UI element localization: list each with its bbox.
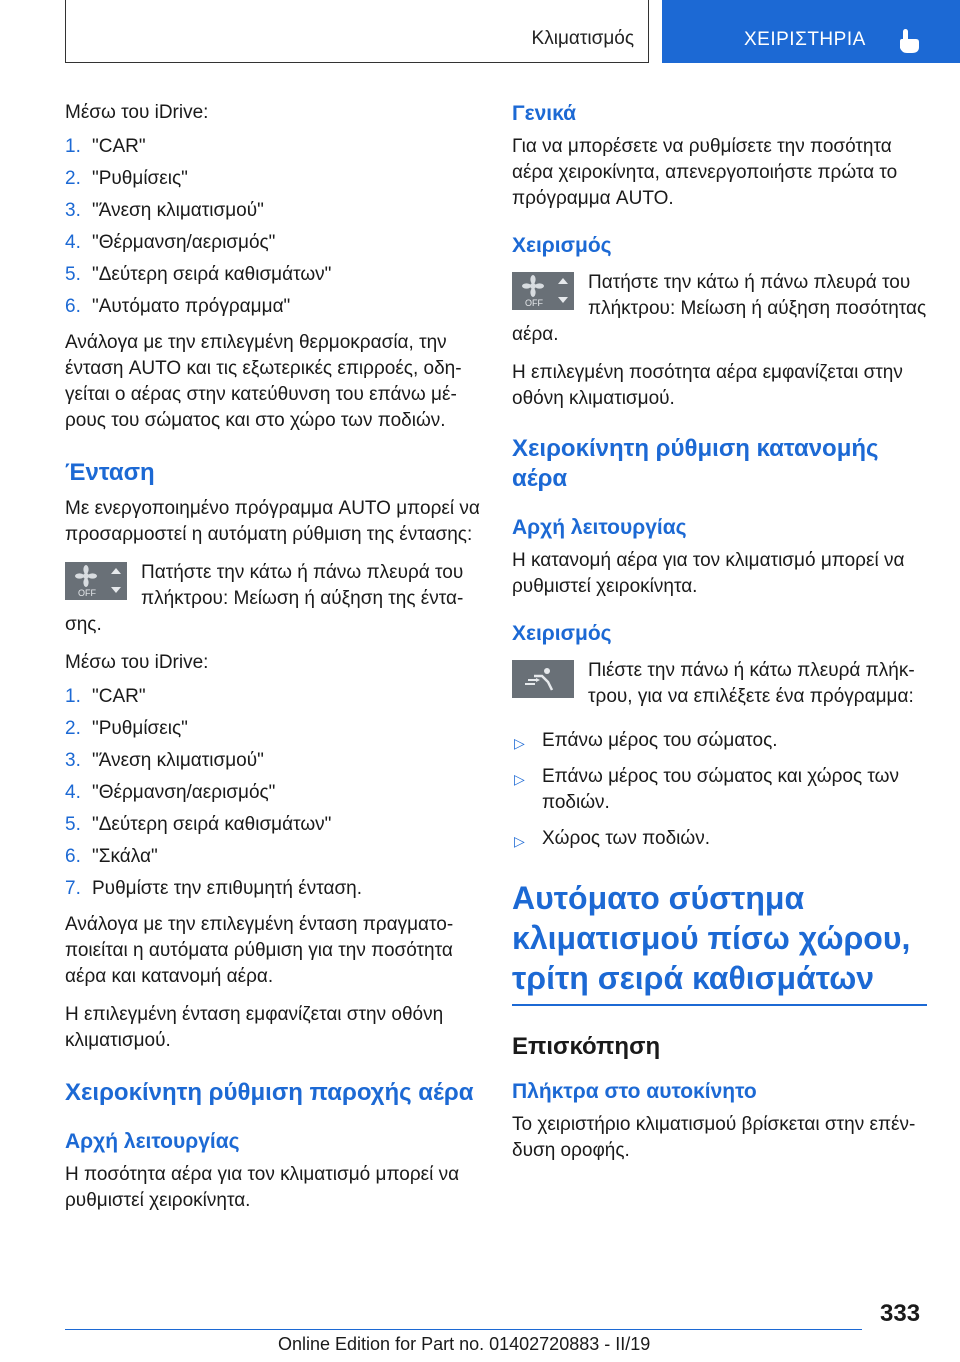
distribution-heading: Χειροκίνητη ρύθμιση κατανομής αέρα [512,435,879,492]
operation-heading: Χειρισμός [512,622,612,645]
manual-flow-heading: Χειροκίνητη ρύθμιση παροχής αέρα [65,1079,474,1106]
fan-button-icon [65,562,127,600]
distribution-icon-block [512,658,930,710]
list-item: 1. "CAR" [65,136,146,157]
list-item: ▷ Επάνω μέρος του σώματος και χώρος των ποδιών. [514,766,899,813]
air-distribution-button-icon [512,660,574,698]
body-text: Ανάλογα με την επιλεγμένη θερμοκρασία, την ένταση AUTO και τις εξωτερικές επιρροές, οδηγείται ο αέρας στην κατεύθυνση του επάνω μέρους του σώματος και στο χώρο των ποδιών. [65,332,462,431]
list-item: 6. "Σκάλα" [65,846,158,867]
page-number: 333 [880,1300,921,1327]
idrive-intro: Μέσω του iDrive: [65,102,209,123]
list-item: 5. "Δεύτερη σειρά καθισμάτων" [65,814,332,835]
body-text: Ανάλογα με την επιλεγμένη ένταση πραγματοποιείται η αυτόματα ρύθμιση για την ποσότητα αέρα και κατανομή αέρα. [65,914,454,987]
body-text: Η ποσότητα αέρα για τον κλιματισμό μπορεί να ρυθμιστεί χειροκίνητα. [65,1164,460,1211]
list-item: 2. "Ρυθμίσεις" [65,718,188,739]
footer-edition: Online Edition for Part no. 01402720883 - II/19 [278,1334,651,1354]
svg-text:OFF: OFF [525,298,543,308]
operation-heading: Χειρισμός [512,234,612,257]
list-item: 2. "Ρυθμίσεις" [65,168,188,189]
list-item: 5. "Δεύτερη σειρά καθισμάτων" [65,264,332,285]
hand-pointer-icon [896,27,922,55]
idrive-steps-list [65,684,483,902]
body-text: Για να μπορέσετε να ρυθμίσετε την ποσότητα αέρα χειροκίνητα, απενεργοποιήστε πρώτα το πρόγραμμα AUTO. [512,136,898,209]
list-item: 6. "Αυτόματο πρόγραμμα" [65,296,291,317]
airflow-icon-block [512,270,930,348]
fan-button-icon [512,272,574,310]
buttons-heading: Πλήκτρα στο αυτοκίνητο [512,1080,757,1103]
heading-rule [512,1004,927,1006]
body-text: Η επιλεγμένη ένταση εμφανίζεται στην οθόνη κλιματισμού. [65,1004,444,1051]
chapter-tab-label: ΧΕΙΡΙΣΤΗΡΙΑ [744,29,866,50]
section-title: Κλιματισμός [531,28,634,49]
body-text: Πατήστε την κάτω ή πάνω πλευρά του πλήκτρου: Μείωση ή αύξηση ποσότητας αέρα. [512,272,927,345]
svg-text:OFF: OFF [78,588,96,598]
body-text: Πατήστε την κάτω ή πάνω πλευρά του πλήκτρου: Μείωση ή αύξηση της έντασης. [65,562,464,635]
body-text: Με ενεργοποιημένο πρόγραμμα AUTO μπορεί να προσαρμοστεί η αυτόματη ρύθμιση της έντασης: [65,498,480,545]
intensity-heading: Ένταση [65,459,155,486]
list-item: 1. "CAR" [65,686,146,707]
list-item: 4. "Θέρμανση/αερισμός" [65,782,276,803]
idrive-steps-list [65,134,483,320]
list-item: ▷ Επάνω μέρος του σώματος. [514,730,778,751]
overview-heading: Επισκόπηση [512,1033,661,1060]
body-text: Η κατανομή αέρα για τον κλιματισμό μπορεί να ρυθμιστεί χειροκίνητα. [512,550,905,597]
right-column [512,100,930,1164]
intensity-icon-block [65,560,483,638]
list-item: 7. Ρυθμίστε την επιθυμητή ένταση. [65,878,363,899]
principle-heading: Αρχή λειτουργίας [65,1130,240,1153]
principle-heading: Αρχή λειτουργίας [512,516,687,539]
body-text: Η επιλεγμένη ποσότητα αέρα εμφανίζεται στην οθόνη κλιματισμού. [512,362,903,409]
footer-rule [65,1329,862,1330]
idrive-intro: Μέσω του iDrive: [65,652,209,673]
list-item: 4. "Θέρμανση/αερισμός" [65,232,276,253]
body-text: Πιέστε την πάνω ή κάτω πλευρά πλήκτρου, για να επιλέξετε ένα πρόγραμμα: [588,660,915,707]
general-heading: Γενικά [512,102,577,125]
rear-climate-heading: Αυτόματο σύστημα κλιματισμού πίσω χώρου, τρίτη σειρά καθισμάτων [512,880,911,996]
list-item: 3. "Άνεση κλιματισμού" [65,750,264,771]
list-item: 3. "Άνεση κλιματισμού" [65,200,264,221]
program-list [512,728,930,852]
header-section-box [65,0,649,63]
left-column [65,100,483,1214]
list-item: ▷ Χώρος των ποδιών. [514,828,710,849]
body-text: Το χειριστήριο κλιματισμού βρίσκεται στην επένδυση οροφής. [512,1114,916,1161]
